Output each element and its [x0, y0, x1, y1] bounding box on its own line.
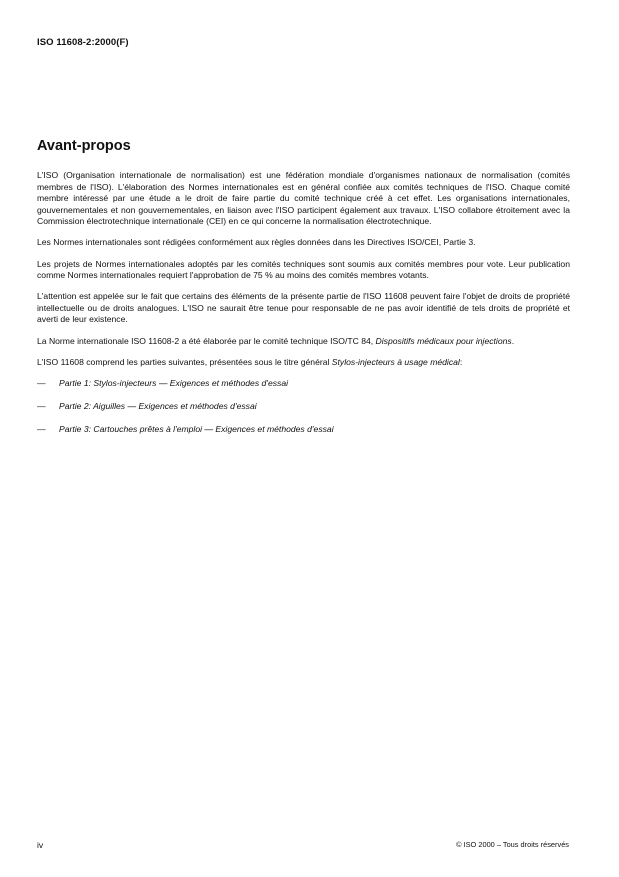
list-dash: — [37, 400, 46, 411]
list-item [37, 401, 570, 413]
parts-general-title: Stylos-injecteurs à usage médical [331, 356, 460, 367]
list-item-text: Partie 1: Stylos-injecteurs — Exigences et méthodes d'essai [59, 377, 289, 388]
paragraph-patent-rights: L'attention est appelée sur le fait que certains des éléments de la présente partie de l'ISO 11608 peuvent faire l'objet de droits de propriété intellectuelle ou de droits analogues. L'ISO ne saurait être tenue pour responsable de ne pas avoir identifié de tels droits de propriété et averti de leur existence. [37, 291, 570, 325]
page-number: iv [37, 840, 44, 850]
list-item-text: Partie 2: Aiguilles — Exigences et méthodes d'essai [59, 400, 257, 411]
paragraph-directives: Les Normes internationales sont rédigées conformément aux règles données dans les Directives ISO/CEI, Partie 3. [37, 237, 476, 248]
parts-intro-colon: : [459, 356, 463, 367]
list-dash: — [37, 423, 46, 434]
document-header: ISO 11608-2:2000(F) [37, 37, 129, 48]
committee-title: Dispositifs médicaux pour injections [375, 335, 512, 346]
paragraph-committee [37, 336, 570, 348]
list-dash: — [37, 377, 46, 388]
copyright-notice: © ISO 2000 – Tous droits réservés [456, 840, 569, 849]
paragraph-parts-intro [37, 357, 570, 369]
page-title: Avant-propos [37, 138, 131, 154]
paragraph-voting: Les projets de Normes internationales adoptés par les comités techniques sont soumis aux comités membres pour vote. Leur publication comme Normes internationales requiert l'approbation de 75 % au moins des comités membres votants. [37, 258, 570, 281]
committee-period: . [511, 335, 515, 346]
list-item-text: Partie 3: Cartouches prêtes à l'emploi — Exigences et méthodes d'essai [59, 423, 334, 434]
committee-text: La Norme internationale ISO 11608-2 a été élaborée par le comité technique ISO/TC 84, [37, 335, 376, 346]
parts-intro-text: L'ISO 11608 comprend les parties suivantes, présentées sous le titre général [37, 356, 332, 367]
list-item [37, 378, 570, 390]
list-item [37, 424, 570, 436]
document-body [37, 170, 570, 447]
paragraph-iso-intro: L'ISO (Organisation internationale de normalisation) est une fédération mondiale d'organismes nationaux de normalisation (comités membres de l'ISO). L'élaboration des Normes internationales est en général confiée aux comités techniques de l'ISO. Chaque comité membre intéressé par une étude a le droit de faire partie du comité technique créé à cet effet. Les organisations internationales, gouvernementales et non gouvernementales, en liaison avec l'ISO participent également aux travaux. L'ISO collabore étroitement avec la Commission électrotechnique internationale (CEI) en ce qui concerne la normalisation électrotechnique. [37, 170, 570, 227]
